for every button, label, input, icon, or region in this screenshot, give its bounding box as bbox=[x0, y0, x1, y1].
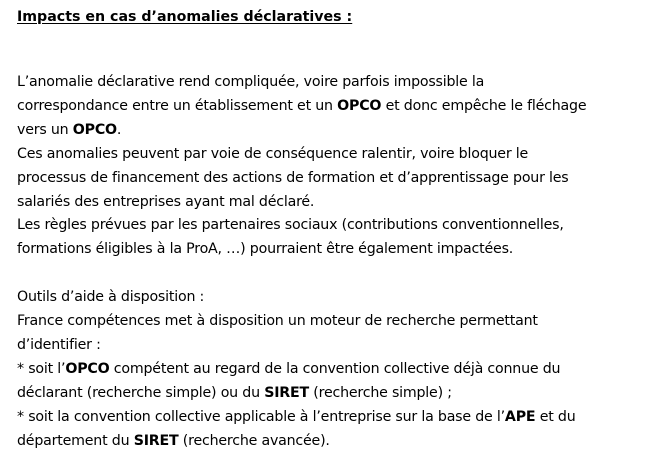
text-segment: département du bbox=[17, 432, 134, 449]
text-segment: vers un bbox=[17, 121, 73, 138]
ape-term: APE bbox=[504, 408, 536, 425]
opco-term: OPCO bbox=[72, 121, 117, 138]
text-line bbox=[17, 119, 663, 143]
body-text bbox=[17, 71, 663, 453]
siret-term: SIRET bbox=[264, 384, 309, 401]
bullet-line bbox=[17, 358, 663, 382]
text-segment: * soit la convention collective applicable à l’entreprise sur la base de l’ bbox=[17, 408, 505, 425]
opco-term: OPCO bbox=[337, 97, 382, 114]
siret-term: SIRET bbox=[133, 432, 179, 449]
text-line: formations éligibles à la ProA, …) pourraient être également impactées. bbox=[17, 241, 514, 258]
text-segment: correspondance entre un établissement et un bbox=[17, 97, 338, 114]
text-line: L’anomalie déclarative rend compliquée, voire parfois impossible la bbox=[17, 74, 485, 90]
text-line: France compétences met à disposition un moteur de recherche permettant bbox=[17, 313, 538, 330]
text-line bbox=[17, 95, 663, 119]
text-line: Ces anomalies peuvent par voie de conséquence ralentir, voire bloquer le bbox=[17, 145, 529, 162]
section-heading: Impacts en cas d’anomalies déclaratives : bbox=[17, 9, 353, 25]
text-segment: . bbox=[116, 121, 122, 138]
text-segment: compétent au regard de la convention collective déjà connue du bbox=[109, 360, 561, 377]
text-segment: déclarant (recherche simple) ou du bbox=[17, 384, 265, 401]
document-page bbox=[17, 5, 663, 453]
bullet-line bbox=[17, 406, 663, 430]
paragraph-gap bbox=[17, 262, 663, 286]
text-line: d’identifier : bbox=[17, 336, 101, 353]
text-segment: (recherche avancée). bbox=[178, 432, 330, 449]
text-line bbox=[17, 430, 663, 454]
text-segment: (recherche simple) ; bbox=[308, 384, 452, 401]
text-line: salariés des entreprises ayant mal déclaré. bbox=[17, 193, 315, 210]
text-segment: * soit l’ bbox=[17, 360, 66, 377]
text-line bbox=[17, 382, 663, 406]
opco-term: OPCO bbox=[65, 360, 110, 377]
text-line: processus de financement des actions de formation et d’apprentissage pour les bbox=[17, 169, 569, 186]
text-segment: et donc empêche le fléchage bbox=[381, 97, 587, 114]
text-line: Les règles prévues par les partenaires sociaux (contributions conventionnelles, bbox=[17, 217, 564, 234]
text-segment: et du bbox=[535, 408, 576, 425]
text-line: Outils d’aide à disposition : bbox=[17, 289, 205, 306]
